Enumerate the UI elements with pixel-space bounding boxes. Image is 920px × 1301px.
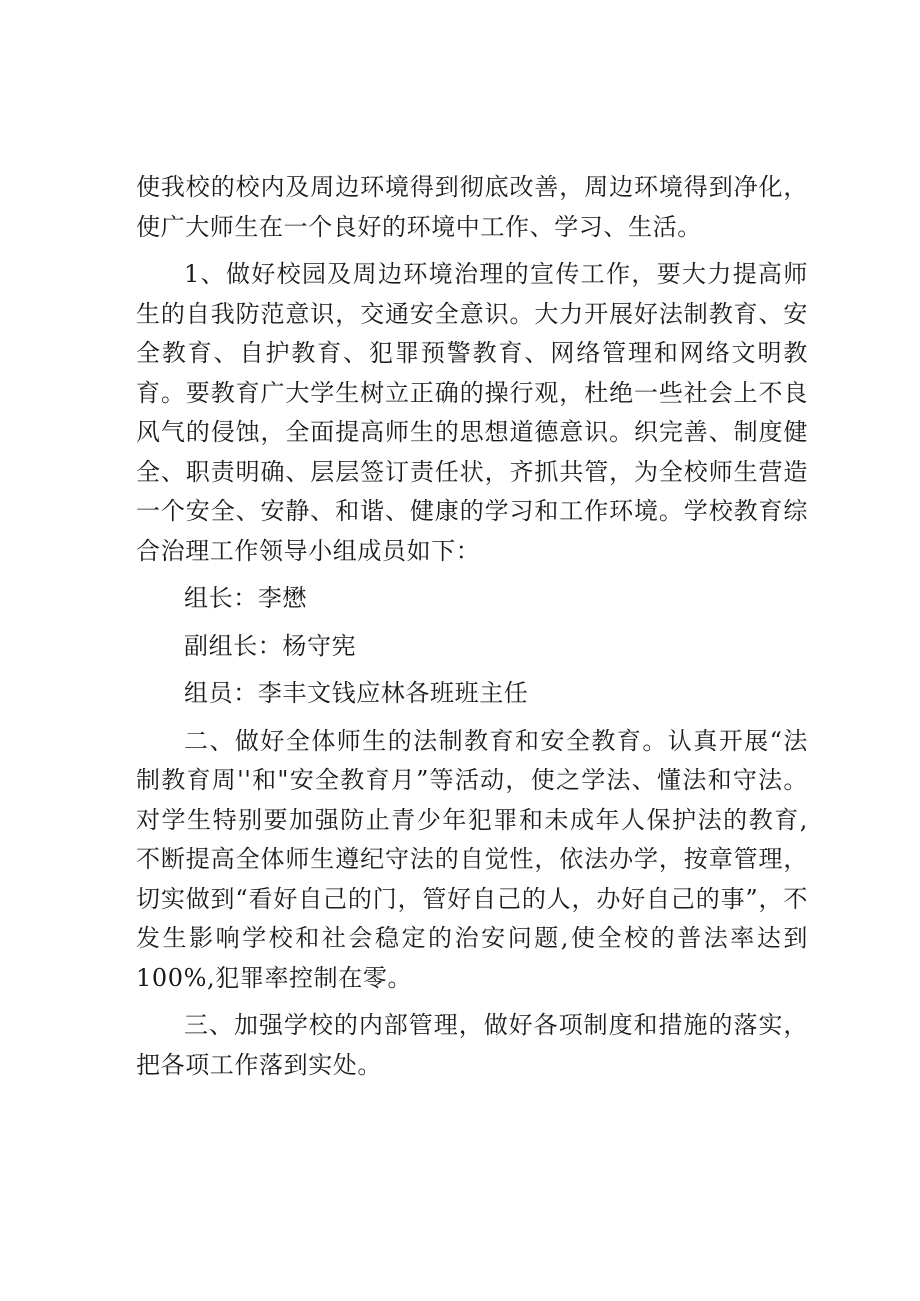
member-leader: 组长：李懋 [184, 584, 307, 612]
paragraph-item-1: 1、做好校园及周边环境治理的宣传工作，要大力提高师生的自我防范意识，交通安全意识。大力开展好法制教育、安全教育、自护教育、犯罪预警教育、网络管理和网络文明教育。要教育广大学生树立正确的操行观，杜绝一些社会上不良风气的侵蚀，全面提高师生的思想道德意识。织完善、制度健全、职责明确、层层签订责任状，齐抓共管，为全校师生营造一个安全、安静、和谐、健康的学习和工作环境。学校教育综合治理工作领导小组成员如下： [136, 260, 808, 565]
paragraph-section-3: 三、加强学校的内部管理，做好各项制度和措施的落实，把各项工作落到实处。 [136, 1011, 808, 1079]
member-staff: 组员：李丰文钱应林各班班主任 [184, 679, 529, 707]
paragraph-section-2: 二、做好全体师生的法制教育和安全教育。认真开展“法制教育周''和"安全教育月”等活动，使之学法、懂法和守法。对学生特别要加强防止青少年犯罪和未成年人保护法的教育,不断提高全体师生遵纪守法的自觉性，依法办学，按章管理，切实做到“看好自己的门，管好自己的人，办好自己的事”，不发生影响学校和社会稳定的治安问题,使全校的普法率达到100%,犯罪率控制在零。 [136, 726, 808, 992]
document-body [136, 168, 808, 1093]
member-deputy: 副组长：杨守宪 [184, 631, 357, 660]
paragraph-continuation: 使我校的校内及周边环境得到彻底改善，周边环境得到净化，使广大师生在一个良好的环境中工作、学习、生活。 [136, 173, 808, 241]
